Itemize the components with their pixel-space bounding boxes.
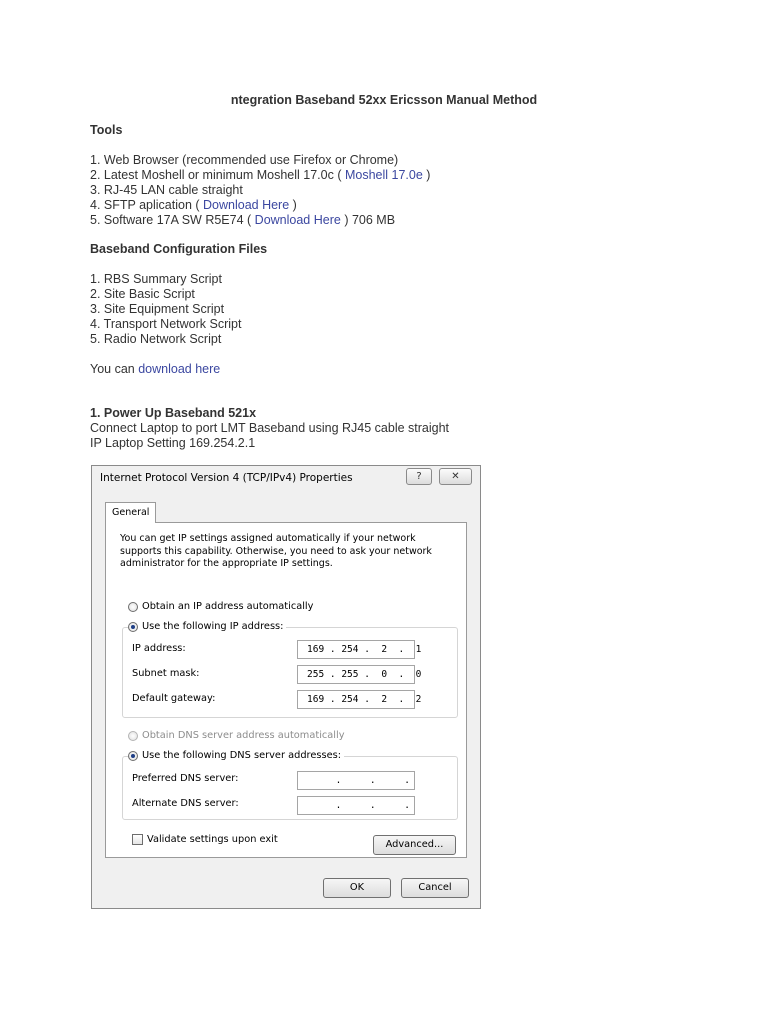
- tools-item: [90, 213, 430, 228]
- moshell-link[interactable]: Moshell 17.0e: [344, 168, 423, 182]
- tools-item: [90, 198, 430, 213]
- general-panel: [105, 522, 467, 858]
- tools-item-text: ) 706 MB: [340, 213, 396, 227]
- step1-text: [90, 421, 449, 451]
- ip-auto-label: Obtain an IP address automatically: [142, 601, 314, 612]
- download-line: [90, 362, 220, 377]
- checkbox-icon: [132, 834, 143, 845]
- close-button[interactable]: ✕: [439, 468, 472, 485]
- config-download-link[interactable]: download here: [138, 362, 221, 376]
- ok-button[interactable]: OK: [323, 878, 391, 898]
- config-item: 1. RBS Summary Script: [90, 272, 222, 286]
- radio-off-icon: [128, 731, 138, 741]
- dialog-title: Internet Protocol Version 4 (TCP/IPv4) Properties: [100, 472, 353, 484]
- software-download-link[interactable]: Download Here: [254, 213, 341, 227]
- tools-item: 3. RJ-45 LAN cable straight: [90, 183, 243, 197]
- radio-off-icon: [128, 602, 138, 612]
- download-text: [90, 362, 220, 377]
- config-heading: Baseband Configuration Files: [90, 242, 268, 256]
- dialog-description: You can get IP settings assigned automatically if your network supports this capability. Otherwise, you need to ask your network administrator for the appropriate IP settings.: [120, 533, 432, 569]
- tools-list: [90, 153, 430, 228]
- dns-manual-radio[interactable]: [128, 750, 344, 761]
- help-button[interactable]: ?: [406, 468, 432, 485]
- subnet-mask-label: Subnet mask:: [132, 668, 200, 679]
- default-gateway-label: Default gateway:: [132, 693, 216, 704]
- advanced-button[interactable]: Advanced...: [373, 835, 456, 855]
- subnet-mask-field[interactable]: 255 . 255 . 0 . 0: [297, 665, 415, 684]
- tools-item: [90, 168, 430, 183]
- config-item: 2. Site Basic Script: [90, 287, 195, 301]
- cancel-button[interactable]: Cancel: [401, 878, 469, 898]
- preferred-dns-field[interactable]: . . .: [297, 771, 415, 790]
- ip-manual-label: Use the following IP address:: [142, 621, 284, 632]
- validate-label: Validate settings upon exit: [147, 834, 278, 845]
- tools-item-text: 5. Software 17A SW R5E74 (: [90, 213, 255, 227]
- tools-item: 1. Web Browser (recommended use Firefox or Chrome): [90, 153, 399, 167]
- step1-heading: 1. Power Up Baseband 521x: [90, 406, 257, 420]
- validate-checkbox[interactable]: [132, 834, 278, 845]
- dns-auto-label: Obtain DNS server address automatically: [142, 730, 345, 741]
- dns-manual-label: Use the following DNS server addresses:: [142, 750, 342, 761]
- tools-item-text: ): [422, 168, 431, 182]
- tools-heading: Tools: [90, 123, 123, 137]
- ip-address-label: IP address:: [132, 643, 186, 654]
- tools-item-text: 2. Latest Moshell or minimum Moshell 17.0c (: [90, 168, 345, 182]
- ip-auto-radio[interactable]: [128, 601, 313, 612]
- document-title: ntegration Baseband 52xx Ericsson Manual Method: [230, 93, 538, 107]
- alternate-dns-field[interactable]: . . .: [297, 796, 415, 815]
- ipv4-properties-dialog: [91, 465, 481, 909]
- step1-line: Connect Laptop to port LMT Baseband using RJ45 cable straight: [90, 421, 450, 435]
- tools-item-text: 4. SFTP aplication (: [90, 198, 204, 212]
- default-gateway-field[interactable]: 169 . 254 . 2 . 2: [297, 690, 415, 709]
- tab-general[interactable]: General: [105, 502, 156, 523]
- tools-item-text: ): [289, 198, 297, 212]
- radio-on-icon: [128, 751, 138, 761]
- ip-address-field[interactable]: 169 . 254 . 2 . 1: [297, 640, 415, 659]
- alternate-dns-label: Alternate DNS server:: [132, 798, 239, 809]
- download-prefix: You can: [90, 362, 139, 376]
- sftp-download-link[interactable]: Download Here: [203, 198, 290, 212]
- preferred-dns-label: Preferred DNS server:: [132, 773, 239, 784]
- config-item: 5. Radio Network Script: [90, 332, 222, 346]
- ip-manual-radio[interactable]: [128, 621, 286, 632]
- step1-line: IP Laptop Setting 169.254.2.1: [90, 436, 256, 450]
- config-item: 4. Transport Network Script: [90, 317, 242, 331]
- config-list: [90, 272, 241, 347]
- config-item: 3. Site Equipment Script: [90, 302, 225, 316]
- dns-auto-radio[interactable]: [128, 730, 345, 741]
- radio-on-icon: [128, 622, 138, 632]
